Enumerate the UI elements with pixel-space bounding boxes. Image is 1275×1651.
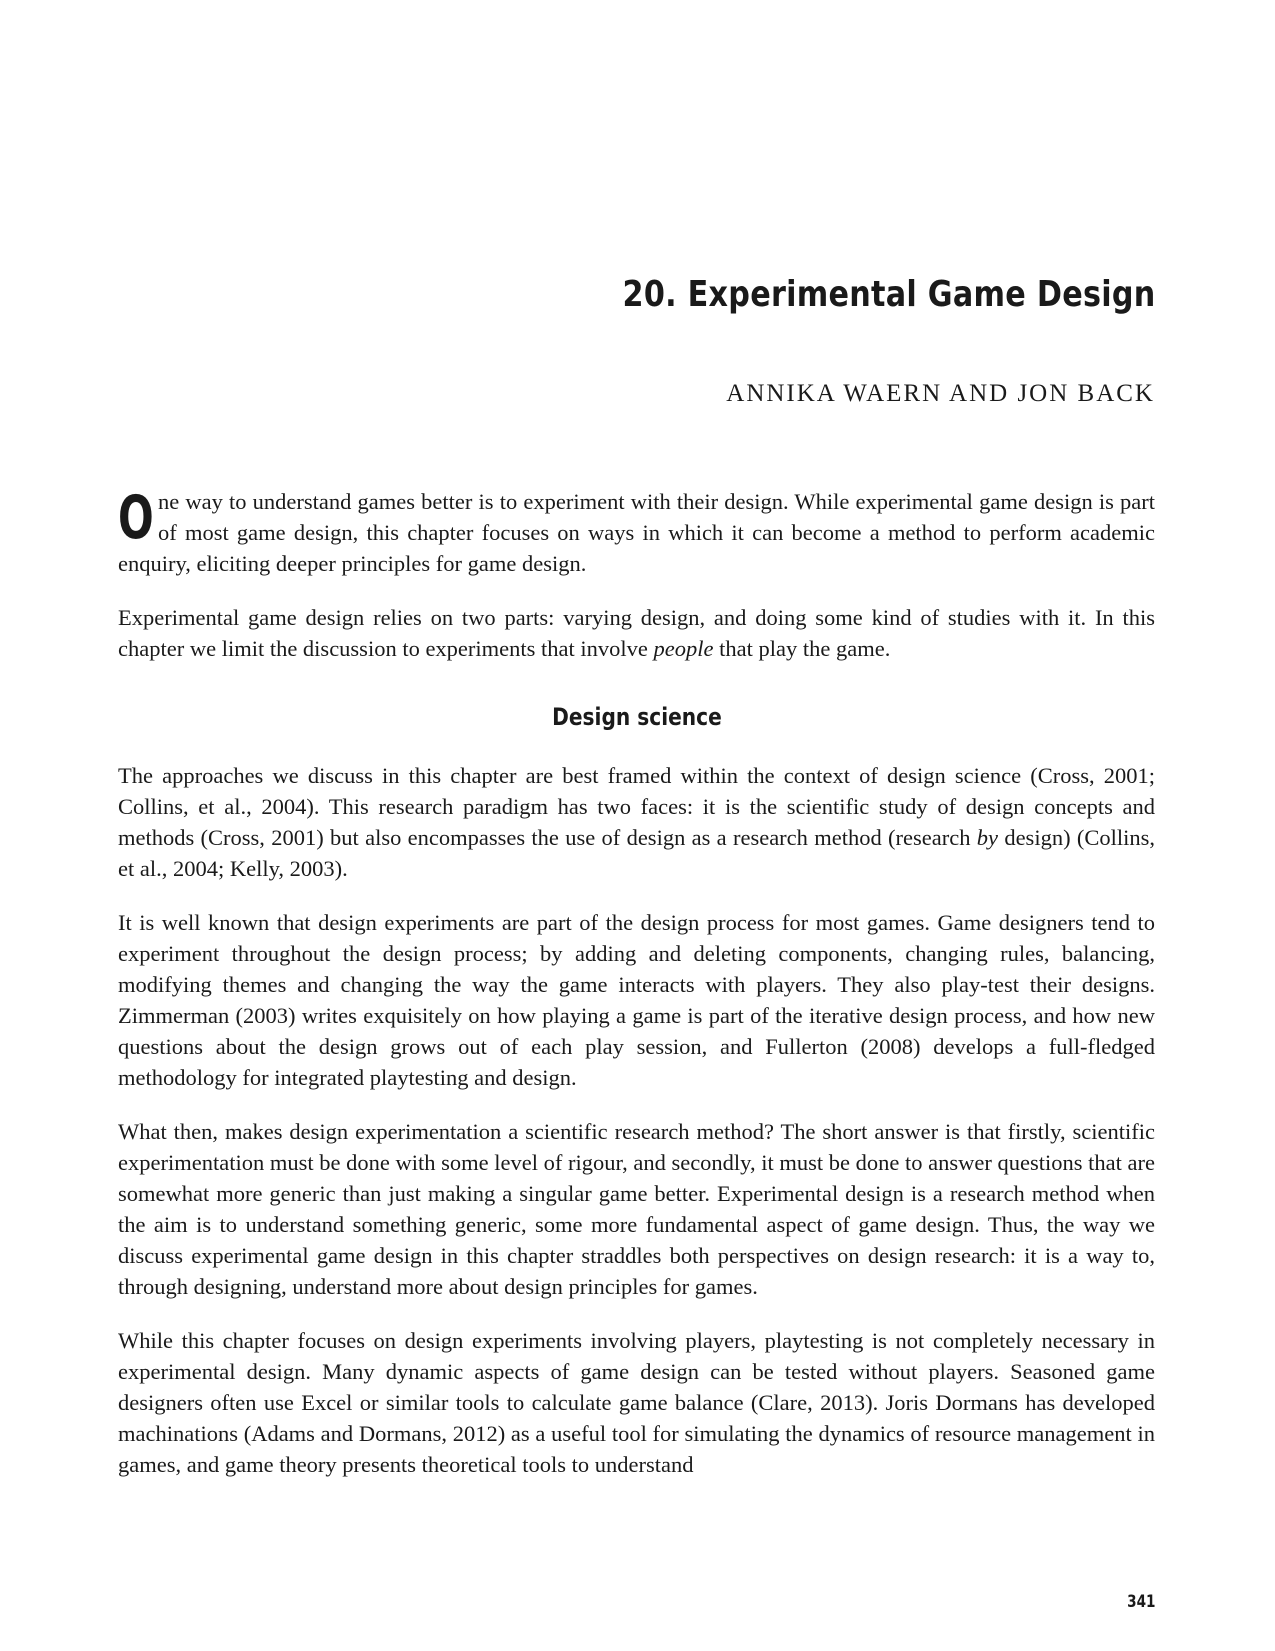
section-paragraph-1 [118,760,1155,884]
section-heading [118,702,1155,732]
chapter-body [118,483,1156,1503]
book-page [118,0,1155,1651]
section-heading-text: Design science [551,703,722,731]
section-paragraph-3: What then, makes design experimentation a scientific research method? The short answer is that firstly, scientific experimentation must be done with some level of rigour, and secondly, it must be done to answer questions that are somewhat more generic than just making a singular game better. Experimental design is a research method when the aim is to understand something generic, some more fundamental aspect of game design. Thus, the way we discuss experimental game design in this chapter straddles both perspectives on design research: it is a way to, through designing, understand more about design principles for games. [118,1119,1155,1299]
intro-paragraph-2-emphasis: people [653,636,714,661]
chapter-title: 20. Experimental Game Design [622,274,1155,315]
drop-cap: O [118,483,154,553]
page-number: 341 [1126,1592,1155,1612]
section-paragraph-4: While this chapter focuses on design experiments involving players, playtesting is not completely necessary in experimental design. Many dynamic aspects of game design can be tested without players. Seasoned game designers often use Excel or similar tools to calculate game balance (Clare, 2013). Joris Dormans has developed machinations (Adams and Dormans, 2012) as a useful tool for simulating the dynamics of resource management in games, and game theory presents theoretical tools to understand [118,1328,1155,1477]
intro-paragraph-1 [118,483,1155,579]
intro-paragraph-2 [118,602,1155,664]
section-paragraph-1-text-b: design) (Collins, et al., 2004; Kelly, 2003). [118,825,1156,881]
chapter-authors: ANNIKA WAERN AND JON BACK [726,380,1155,407]
intro-paragraph-1-text: ne way to understand games better is to experiment with their design. While experimental game design is part of most game design, this chapter focuses on ways in which it can become a method to perform academic enquiry, eliciting deeper principles for game design. [118,489,1155,576]
section-paragraph-1-emphasis: by [976,825,999,850]
intro-paragraph-2-text-a: Experimental game design relies on two parts: varying design, and doing some kind of studies with it. In this chapter we limit the discussion to experiments that involve [118,605,1155,661]
intro-paragraph-2-text-b: that play the game. [713,636,891,661]
section-paragraph-2: It is well known that design experiments are part of the design process for most games. Game designers tend to experiment throughout the design process; by adding and deleting components, changing rules, balancing, modifying themes and changing the way the game interacts with players. They also play-test their designs. Zimmerman (2003) writes exquisitely on how playing a game is part of the iterative design process, and how new questions about the design grows out of each play session, and Fullerton (2008) develops a full-fledged methodology for integrated playtesting and design. [118,910,1155,1090]
section-paragraph-1-text-a: The approaches we discuss in this chapter are best framed within the context of design science (Cross, 2001; Collins, et al., 2004). This research paradigm has two faces: it is the scientific study of design concepts and methods (Cross, 2001) but also encompasses the use of design as a research method (research [118,763,1155,850]
